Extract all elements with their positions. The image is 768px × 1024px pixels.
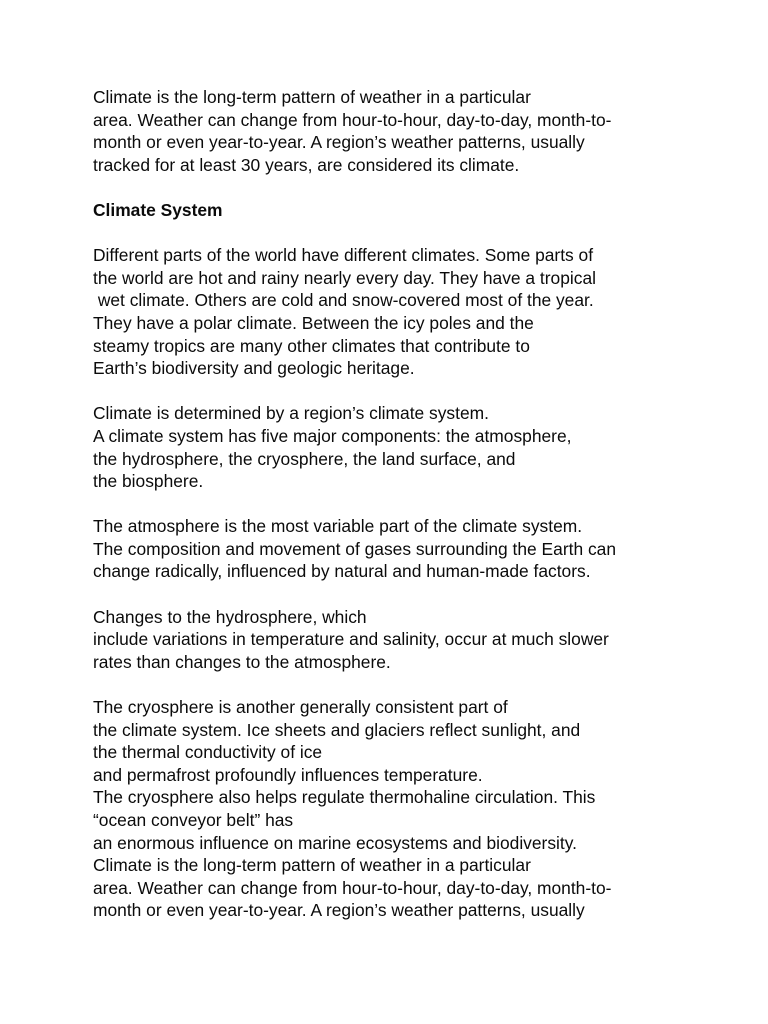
- paragraph-intro: [93, 86, 733, 176]
- text-line: tracked for at least 30 years, are considered its climate.: [93, 154, 520, 175]
- text-line: The atmosphere is the most variable part of the climate system.: [93, 516, 583, 537]
- section-heading: Climate System: [93, 199, 223, 220]
- text-line: The cryosphere is another generally consistent part of: [93, 697, 508, 718]
- paragraph-climates: [93, 244, 733, 380]
- text-line: The cryosphere also helps regulate thermohaline circulation. This: [93, 787, 596, 808]
- text-line: rates than changes to the atmosphere.: [93, 651, 391, 672]
- text-line: Earth’s biodiversity and geologic heritage.: [93, 358, 415, 379]
- text-line: and permafrost profoundly influences temperature.: [93, 764, 483, 785]
- text-line: month or even year-to-year. A region’s weather patterns, usually: [93, 900, 585, 921]
- text-line: The composition and movement of gases surrounding the Earth can: [93, 538, 616, 559]
- text-line: the hydrosphere, the cryosphere, the land surface, and: [93, 448, 516, 469]
- text-line: month or even year-to-year. A region’s weather patterns, usually: [93, 132, 585, 153]
- text-line: the biosphere.: [93, 471, 204, 492]
- paragraph-components: [93, 402, 733, 492]
- text-line: They have a polar climate. Between the icy poles and the: [93, 312, 534, 333]
- text-line: “ocean conveyor belt” has: [93, 810, 294, 830]
- paragraph-atmosphere: [93, 515, 733, 583]
- text-line: area. Weather can change from hour-to-hour, day-to-day, month-to-: [93, 109, 612, 130]
- text-line: A climate system has five major components: the atmosphere,: [93, 425, 572, 446]
- text-line: the world are hot and rainy nearly every day. They have a tropical: [93, 267, 596, 288]
- text-line: Different parts of the world have different climates. Some parts of: [93, 245, 594, 266]
- text-line: wet climate. Others are cold and snow-covered most of the year.: [93, 290, 594, 311]
- text-line: an enormous influence on marine ecosystems and biodiversity.: [93, 832, 577, 853]
- text-line: Climate is the long-term pattern of weather in a particular: [93, 855, 531, 876]
- text-line: steamy tropics are many other climates that contribute to: [93, 335, 530, 356]
- text-line: change radically, influenced by natural and human-made factors.: [93, 561, 591, 582]
- text-line: Climate is determined by a region’s climate system.: [93, 403, 489, 424]
- text-line: the climate system. Ice sheets and glaciers reflect sunlight, and: [93, 719, 581, 740]
- text-line: area. Weather can change from hour-to-hour, day-to-day, month-to-: [93, 877, 612, 898]
- text-line: include variations in temperature and salinity, occur at much slower: [93, 629, 609, 650]
- document-page: [93, 86, 733, 922]
- text-line: the thermal conductivity of ice: [93, 742, 323, 763]
- paragraph-hydrosphere: [93, 606, 733, 674]
- text-line: Climate is the long-term pattern of weather in a particular: [93, 87, 531, 107]
- text-line: Changes to the hydrosphere, which: [93, 606, 367, 627]
- paragraph-cryosphere: [93, 696, 733, 922]
